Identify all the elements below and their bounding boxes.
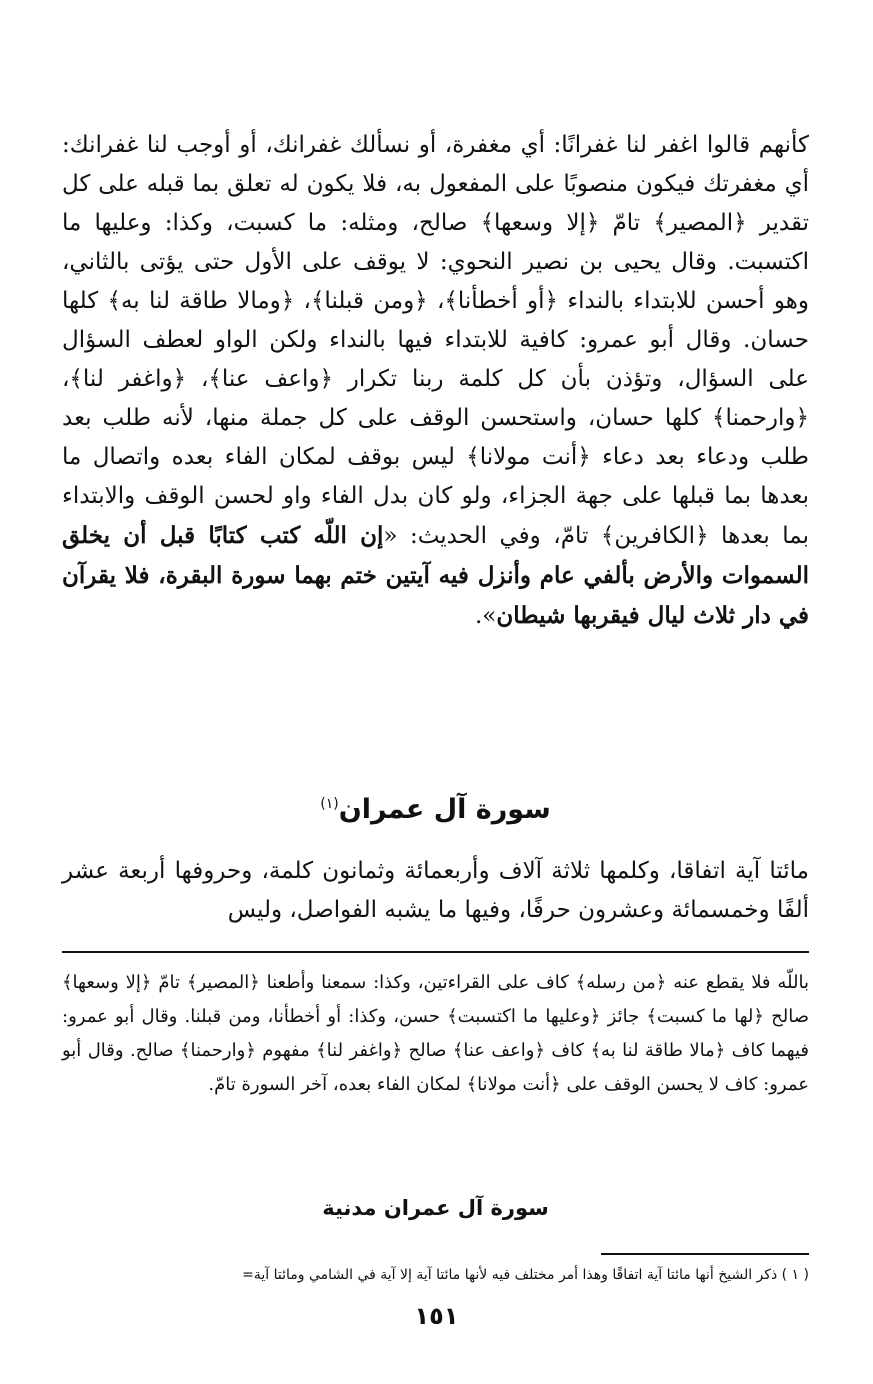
surah-subheading: سورة آل عمران مدنية [322,1196,549,1220]
footnote: ( ١ ) ذكر الشيخ أنها مائتا آية اتفاقًا وهذا أمر مختلف فيه لأنها مائتا آية إلا آية في الشامي ومائتا آية= [242,1267,809,1283]
surah-intro-paragraph: مائتا آية اتفاقا، وكلمها ثلاثة آلاف وأربعمائة وثمانون كلمة، وحروفها أربعة عشر ألفًا وخمسمائة وعشرون حرفًا، وفيها ما يشبه الفواصل، وليس [62,858,809,923]
surah-title: سورة آل عمران [338,794,551,825]
main-paragraph-text: كأنهم قالوا اغفر لنا غفرانًا: أي مغفرة، أو نسألك غفرانك، أو أوجب لنا غفرانك: أي مغفرتك فيكون منصوبًا على المفعول به، فلا يكون له تعلق بما قبله على كل تقدير ﴿المصير﴾ تامّ ﴿إلا وسعها﴾ صالح، ومثله: ما كسبت، وكذا: وعليها ما اكتسبت. وقال يحيى بن نصير النحوي: لا يوقف على الأول حتى يؤتى بالثاني، وهو أحسن للابتداء بالنداء ﴿أو أخطأنا﴾، ﴿ومن قبلنا﴾، ﴿ومالا طاقة لنا به﴾ كلها حسان. وقال أبو عمرو: كافية للابتداء فيها بالنداء ولكن الواو لعطف السؤال على السؤال، وتؤذن بأن كل كلمة ربنا تكرار ﴿واعف عنا﴾، ﴿واغفر لنا﴾، ﴿وارحمنا﴾ كلها حسان، واستحسن الوقف على كل جملة منها، لأنه طلب بعد طلب ودعاء بعد دعاء ﴿أنت مولانا﴾ ليس بوقف لمكان الفاء بعده واتصال ما بعدها بما قبلها على جهة الجزاء، ولو كان بدل الفاء واو لحسن الوقف والابتداء بما بعدها ﴿الكافرين﴾ تامّ، وفي الحديث: « [62,132,809,549]
footnote-divider [601,1253,809,1255]
hadith-closing: ». [474,603,497,629]
surah-heading [62,782,809,832]
page-number: ١٥١ [414,1302,459,1330]
section-divider [62,951,809,953]
main-paragraph [62,126,809,636]
footnote-reference: (١) [320,796,339,812]
hadith-quote: إن اللّه كتب كتابًا قبل أن يخلق السموات والأرض بألفي عام وأنزل فيه آيتين ختم بهما سورة البقرة، فلا يقرآن في دار ثلاث ليال فيقربها شيطان [62,522,809,629]
waqf-notes-paragraph: باللّه فلا يقطع عنه ﴿من رسله﴾ كاف على القراءتين، وكذا: سمعنا وأطعنا ﴿المصير﴾ تامّ ﴿إلا وسعها﴾ صالح ﴿لها ما كسبت﴾ جائز ﴿وعليها ما اكتسبت﴾ حسن، وكذا: أو أخطأنا، ومن قبلنا. وقال أبو عمرو: فيهما كاف ﴿مالا طاقة لنا به﴾ كاف ﴿واعف عنا﴾ صالح ﴿واغفر لنا﴾ مفهوم ﴿وارحمنا﴾ صالح. وقال أبو عمرو: كاف لا يحسن الوقف على ﴿أنت مولانا﴾ لمكان الفاء بعده، آخر السورة تامّ. [62,972,809,1095]
